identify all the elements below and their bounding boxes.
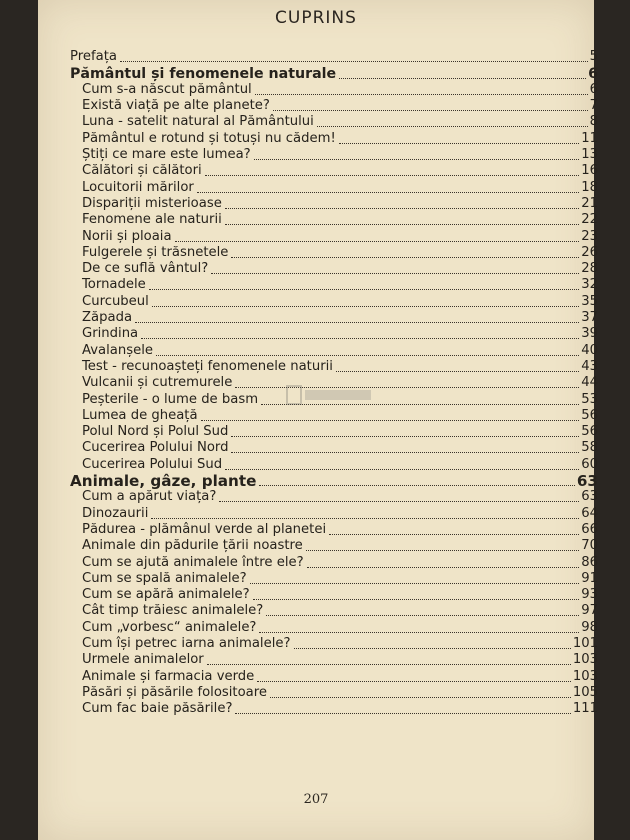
dot-leader [317,126,588,127]
toc-entry-title: Cucerirea Polului Nord [82,440,229,456]
toc-entry-title: Fulgerele și trăsnetele [82,244,229,260]
dot-leader [259,632,579,633]
toc-entry [70,342,598,358]
toc-entry-title: Cum se spală animalele? [82,570,247,586]
toc-entry-title: Pădurea - plămânul verde al planetei [82,521,327,537]
dot-leader [261,404,579,405]
toc-entry [70,571,598,587]
toc-entry-page: 40 [581,342,598,358]
toc-entry-page: 26 [581,244,598,260]
toc-entry-title: Grindina [82,326,139,342]
toc-entry [70,82,598,98]
toc-entry-page: 6 [588,65,598,82]
toc-entry-page: 56 [581,407,598,423]
toc-entry-title: Avalanșele [82,342,153,358]
toc-entry [70,228,598,244]
toc-entry [70,245,598,261]
toc-entry [70,456,598,472]
dot-leader [235,713,570,714]
dot-leader [207,664,571,665]
toc-entry-title: Locuitorii mărilor [82,179,194,195]
toc-entry-title: Cum „vorbesc“ animalele? [82,619,257,635]
toc-entry [70,505,598,521]
dot-leader [235,387,579,388]
book-page [38,0,598,840]
dot-leader [175,241,580,242]
toc-entry-title: Cum se apără animalele? [82,587,250,603]
toc-entry-page: 18 [581,179,598,195]
dot-leader [219,501,579,502]
toc-entry-title: Animale, gâze, plante [70,472,257,491]
toc-entry-title: Pământul e rotund și totuși nu cădem! [82,130,336,146]
toc-entry-page: 11 [581,130,598,146]
dot-leader [135,322,579,323]
dot-leader [253,599,580,600]
toc-entry-page: 64 [581,505,598,521]
dot-leader [197,192,579,193]
toc-entry-title: Vulcanii și cutremurele [82,375,233,391]
toc-entry-page: 63 [576,472,598,491]
toc-entry-page: 70 [581,538,598,554]
toc-entry [70,391,598,407]
toc-entry [70,179,598,195]
toc-entry-page: 35 [581,293,598,309]
page-title: CUPRINS [275,8,357,28]
toc-entry-title: Zăpada [82,310,133,326]
toc-entry-title: De ce suflă vântul? [82,261,209,277]
dot-leader [156,355,579,356]
dot-leader [231,436,579,437]
dot-leader [211,273,579,274]
dot-leader [294,648,571,649]
dot-leader [259,485,574,486]
toc-entry-title: Curcubeul [82,293,149,309]
toc-entry-page: 111 [572,701,598,717]
toc-entry-page: 103 [572,668,598,684]
toc-entry-page: 28 [581,261,598,277]
toc-entry-page: 21 [581,195,598,211]
toc-entry [70,65,598,81]
toc-entry-page: 53 [581,391,598,407]
toc-entry [70,701,598,717]
dot-leader [255,94,588,95]
toc-entry [70,293,598,309]
toc-entry-title: Pământul și fenomenele naturale [70,65,337,82]
dot-leader [231,257,579,258]
toc-entry-page: 22 [581,212,598,228]
table-of-contents [70,49,598,717]
toc-entry-title: Cum fac baie păsările? [82,701,233,717]
toc-entry [70,489,598,505]
toc-entry-title: Norii și ploaia [82,228,172,244]
toc-entry-page: 103 [572,652,598,668]
toc-entry [70,277,598,293]
toc-entry-title: Animale și farmacia verde [82,668,255,684]
toc-entry [70,636,598,652]
dot-leader [339,78,586,79]
toc-entry [70,473,598,489]
dot-leader [336,371,579,372]
toc-entry [70,685,598,701]
toc-entry [70,538,598,554]
toc-entry [70,408,598,424]
toc-entry-title: Cât timp trăiesc animalele? [82,603,264,619]
toc-entry-title: Cum a apărut viața? [82,489,217,505]
dot-leader [231,452,579,453]
dot-leader [225,224,579,225]
toc-entry [70,163,598,179]
toc-entry-page: 6 [589,81,598,97]
toc-entry-title: Cucerirea Polului Sud [82,456,223,472]
toc-entry [70,619,598,635]
toc-entry-page: 39 [581,326,598,342]
dot-leader [152,306,579,307]
toc-entry-page: 8 [589,114,598,130]
dot-leader [329,534,579,535]
toc-entry-title: Peșterile - o lume de basm [82,391,259,407]
toc-entry [70,522,598,538]
toc-entry-title: Tornadele [82,277,146,293]
dot-leader [254,159,580,160]
toc-entry-page: 98 [581,619,598,635]
dot-leader [306,550,579,551]
toc-entry-title: Prefața [70,49,117,65]
toc-entry-title: Cum se ajută animalele între ele? [82,554,304,570]
toc-entry-page: 91 [581,570,598,586]
dot-leader [257,681,571,682]
toc-entry-page: 23 [581,228,598,244]
toc-entry [70,652,598,668]
toc-entry-page: 66 [581,521,598,537]
toc-entry [70,212,598,228]
dot-leader [149,289,579,290]
toc-entry-title: Polul Nord și Polul Sud [82,424,229,440]
toc-entry-page: 86 [581,554,598,570]
toc-entry-title: Dispariții misterioase [82,195,222,211]
toc-entry-page: 5 [589,49,598,65]
dot-leader [273,110,588,111]
toc-entry [70,326,598,342]
dot-leader [201,420,580,421]
toc-entry [70,49,598,65]
dot-leader [225,208,579,209]
toc-entry-title: Există viață pe alte planete? [82,98,270,114]
toc-entry-page: 37 [581,310,598,326]
toc-entry [70,147,598,163]
dot-leader [250,583,580,584]
page-number: 207 [303,792,329,807]
toc-entry-title: Dinozaurii [82,505,149,521]
toc-entry-page: 13 [581,147,598,163]
toc-entry-title: Urmele animalelor [82,652,204,668]
dot-leader [307,567,580,568]
toc-entry-page: 63 [581,489,598,505]
toc-entry-title: Test - recunoașteți fenomenele naturii [82,358,333,374]
toc-entry-title: Cum își petrec iarna animalele? [82,635,291,651]
toc-entry-title: Fenomene ale naturii [82,212,222,228]
toc-entry-page: 93 [581,587,598,603]
toc-entry [70,440,598,456]
toc-entry-title: Călători și călători [82,163,202,179]
toc-entry [70,98,598,114]
dot-leader [141,338,579,339]
toc-entry-page: 16 [581,163,598,179]
toc-entry-title: Lumea de gheață [82,407,198,423]
toc-entry-page: 97 [581,603,598,619]
toc-entry-page: 105 [572,684,598,700]
toc-entry-page: 44 [581,375,598,391]
toc-entry [70,375,598,391]
toc-entry-page: 60 [581,456,598,472]
toc-entry [70,196,598,212]
toc-entry-page: 43 [581,358,598,374]
toc-entry-page: 101 [572,635,598,651]
toc-entry-page: 7 [589,98,598,114]
toc-entry [70,261,598,277]
toc-entry [70,554,598,570]
toc-entry [70,424,598,440]
toc-entry-page: 56 [581,424,598,440]
toc-entry-title: Păsări și păsările folositoare [82,684,267,700]
toc-entry [70,668,598,684]
dot-leader [151,518,579,519]
toc-entry [70,130,598,146]
dot-leader [120,61,588,62]
toc-entry [70,310,598,326]
toc-entry-title: Știți ce mare este lumea? [82,147,251,163]
dot-leader [266,615,579,616]
dot-leader [225,469,579,470]
toc-entry-title: Cum s-a născut pământul [82,81,252,97]
toc-entry [70,114,598,130]
toc-entry [70,359,598,375]
dot-leader [339,143,579,144]
toc-entry-title: Luna - satelit natural al Pământului [82,114,314,130]
toc-entry [70,603,598,619]
toc-entry-page: 58 [581,440,598,456]
toc-entry-title: Animale din pădurile țării noastre [82,538,303,554]
toc-entry-page: 32 [581,277,598,293]
dot-leader [205,175,580,176]
toc-entry [70,587,598,603]
dot-leader [270,697,571,698]
